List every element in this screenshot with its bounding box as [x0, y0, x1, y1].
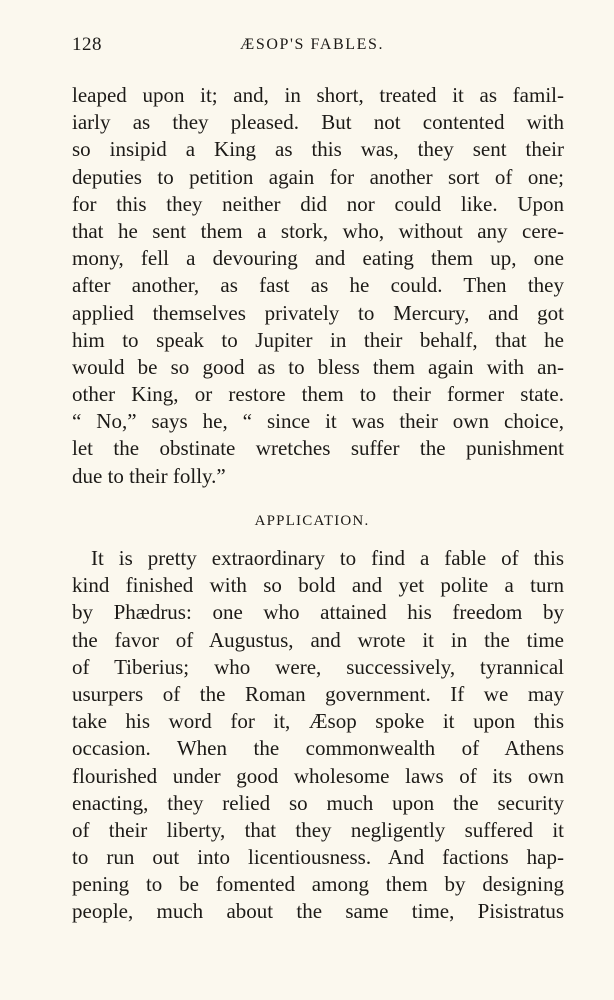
- text-line: the favor of Augustus, and wrote it in the time: [72, 627, 564, 652]
- text-line: of their liberty, that they negligently suffered it: [72, 817, 564, 842]
- text-line: pening to be fomented among them by designing: [72, 872, 564, 897]
- text-line: mony, fell a devouring and eating them up, one: [72, 246, 564, 271]
- text-line: take his word for it, Æsop spoke it upon this: [72, 709, 564, 734]
- text-line: enacting, they relied so much upon the security: [72, 790, 564, 815]
- text-line: him to speak to Jupiter in their behalf, that he: [72, 327, 564, 352]
- page-header: [72, 34, 542, 58]
- text-line: that he sent them a stork, who, without any cere-: [72, 218, 564, 243]
- text-line: would be so good as to bless them again with an-: [72, 354, 564, 379]
- text-line: iarly as they pleased. But not contented with: [72, 110, 564, 135]
- text-line: kind finished with so bold and yet polite a turn: [72, 573, 564, 598]
- text-line: after another, as fast as he could. Then they: [72, 273, 564, 298]
- text-line: “ No,” says he, “ since it was their own choice,: [72, 409, 564, 434]
- text-line: flourished under good wholesome laws of its own: [72, 763, 564, 788]
- section-heading: APPLICATION.: [254, 513, 370, 529]
- text-line: let the obstinate wretches suffer the punishment: [72, 436, 564, 461]
- application-paragraph: [72, 545, 564, 926]
- text-line: to run out into licentiousness. And factions hap-: [72, 845, 564, 870]
- text-line: of Tiberius; who were, successively, tyrannical: [72, 654, 564, 679]
- text-line: due to their folly.”: [72, 463, 226, 488]
- text-line: other King, or restore them to their former state.: [72, 382, 564, 407]
- text-line: deputies to petition again for another sort of one;: [72, 164, 564, 189]
- text-line: applied themselves privately to Mercury, and got: [72, 300, 564, 325]
- text-line: by Phædrus: one who attained his freedom by: [72, 600, 564, 625]
- running-title: ÆSOP'S FABLES.: [240, 36, 385, 53]
- text-line: occasion. When the commonwealth of Athens: [72, 736, 564, 761]
- fable-paragraph: [72, 82, 564, 490]
- text-line: It is pretty extraordinary to find a fable of this: [91, 546, 564, 570]
- text-line: usurpers of the Roman government. If we may: [72, 681, 564, 706]
- page-number: 128: [72, 34, 102, 55]
- text-line: for this they neither did nor could like. Upon: [72, 191, 564, 216]
- text-line: people, much about the same time, Pisistratus: [72, 899, 564, 924]
- text-line: leaped upon it; and, in short, treated it as famil-: [72, 83, 564, 107]
- text-line: so insipid a King as this was, they sent their: [72, 137, 564, 162]
